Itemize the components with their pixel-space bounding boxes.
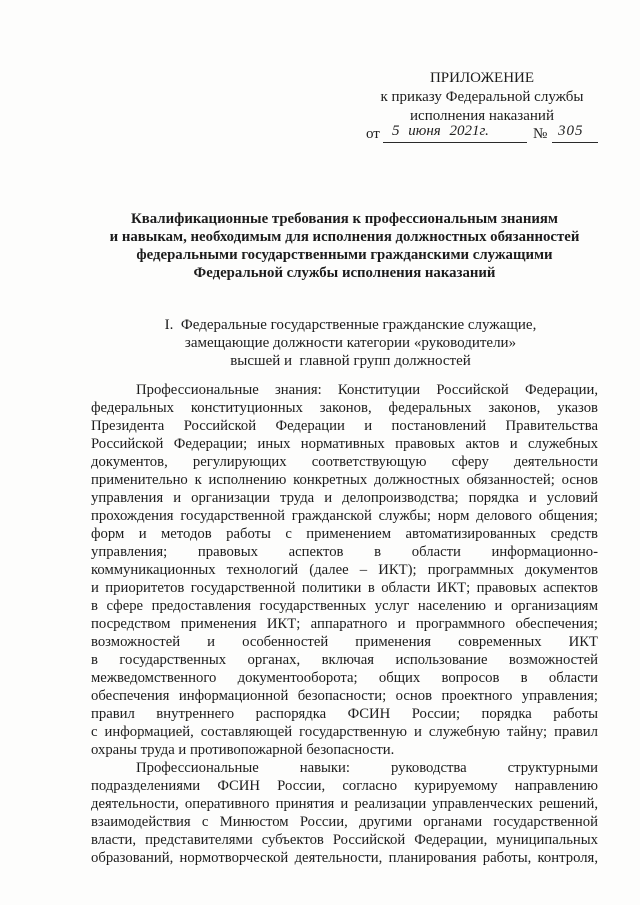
knowledge-paragraph-line: Президента Российской Федерации и постановлений Правительства	[91, 418, 598, 434]
knowledge-paragraph-line: и приоритетов государственной политики в области ИКТ; правовых аспектов	[91, 580, 598, 596]
knowledge-paragraph-line: применительно к исполнению конкретных должностных обязанностей; основ	[91, 472, 598, 488]
handwritten-date: 5 июня 2021г.	[392, 123, 489, 139]
knowledge-paragraph-line: правил внутреннего распорядка ФСИН России; порядка работы	[91, 706, 598, 722]
knowledge-paragraph-line: в сфере предоставления государственных услуг населению и организациям	[91, 598, 598, 614]
skills-paragraph-line: Профессиональные навыки: руководства структурными	[136, 760, 598, 776]
appendix-agency-line: исполнения наказаний	[410, 108, 554, 124]
section-heading	[97, 316, 604, 370]
title-line: Квалификационные требования к профессиональным знаниям	[131, 211, 558, 227]
knowledge-paragraph-line: коммуникационных технологий (далее – ИКТ); программных документов	[91, 562, 598, 578]
number-underline	[552, 125, 598, 143]
title-line: федеральными государственными гражданскими служащими	[136, 247, 553, 263]
knowledge-paragraph-line: Профессиональные знания: Конституции Российской Федерации,	[136, 382, 598, 398]
skills-paragraph-line: власти, представителями субъектов Российской Федерации, муниципальных	[91, 832, 598, 848]
knowledge-paragraph	[91, 381, 598, 759]
knowledge-paragraph-line: документов, регулирующих соответствующую сферу деятельности	[91, 454, 598, 470]
knowledge-paragraph-line: в государственных органах, включая использование возможностей	[91, 652, 598, 668]
skills-paragraph-line: образований, нормотворческой деятельности, планирования работы, контроля,	[91, 850, 598, 866]
title-line: Федеральной службы исполнения наказаний	[193, 265, 496, 281]
knowledge-paragraph-line: межведомственного документооборота; общих вопросов в области	[91, 670, 598, 686]
date-underline	[383, 125, 527, 143]
document-title	[91, 210, 598, 282]
knowledge-paragraph-line: с информацией, составляющей государственную и служебную тайну; правил	[91, 724, 598, 740]
knowledge-paragraph-line: охраны труда и противопожарной безопасности.	[91, 742, 395, 758]
handwritten-number: 305	[558, 123, 584, 139]
date-prefix: от	[366, 126, 380, 142]
order-date-row	[366, 125, 598, 143]
skills-paragraph-line: деятельности, оперативного принятия и реализации управленческих решений,	[91, 796, 598, 812]
knowledge-paragraph-line: Российской Федерации; иных нормативных правовых актов и служебных	[91, 436, 598, 452]
knowledge-paragraph-line: форм и методов работы с применением автоматизированных средств	[91, 526, 598, 542]
skills-paragraph-line: подразделениями ФСИН России, согласно курируемому направлению	[91, 778, 598, 794]
title-line: и навыкам, необходимым для исполнения должностных обязанностей	[109, 229, 580, 245]
appendix-order-line: к приказу Федеральной службы	[380, 89, 584, 105]
number-prefix: №	[533, 126, 548, 142]
skills-paragraph-line: взаимодействия с Минюстом России, другими органами государственной	[91, 814, 598, 830]
knowledge-paragraph-line: возможностей и особенностей применения современных ИКТ	[91, 634, 598, 650]
knowledge-paragraph-line: управления; правовых аспектов в области информационно-	[91, 544, 598, 560]
document-body	[91, 381, 598, 867]
section-heading-line: высшей и главной групп должностей	[230, 353, 471, 369]
knowledge-paragraph-line: управления и организации труда и делопроизводства; порядка и условий	[91, 490, 598, 506]
skills-paragraph	[91, 759, 598, 867]
appendix-label: ПРИЛОЖЕНИЕ	[429, 70, 535, 86]
appendix-header	[362, 69, 602, 126]
section-heading-line: I. Федеральные государственные гражданские служащие,	[164, 317, 537, 333]
knowledge-paragraph-line: обеспечения информационной безопасности; основ проектного управления;	[91, 688, 598, 704]
knowledge-paragraph-line: прохождения государственной гражданской службы; норм делового общения;	[91, 508, 598, 524]
section-heading-line: замещающие должности категории «руководители»	[184, 335, 517, 351]
knowledge-paragraph-line: посредством применения ИКТ; аппаратного и программного обеспечения;	[91, 616, 598, 632]
knowledge-paragraph-line: федеральных конституционных законов, федеральных законов, указов	[91, 400, 598, 416]
